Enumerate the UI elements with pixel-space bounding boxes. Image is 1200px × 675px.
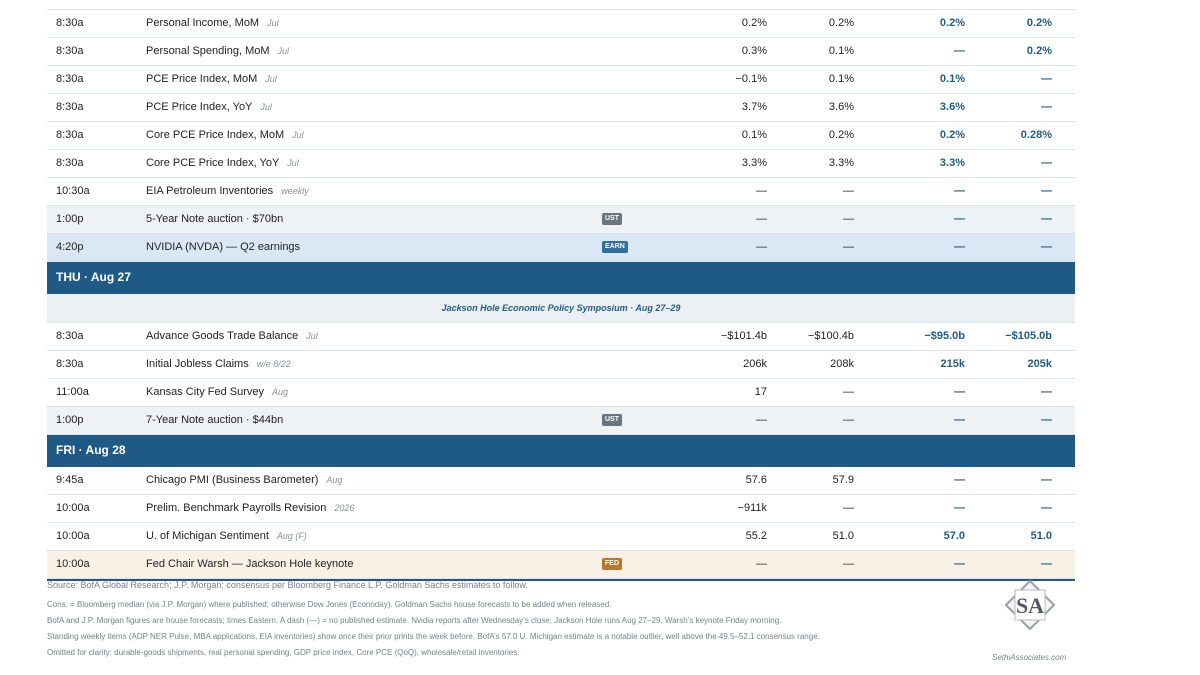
bofa-forecast: 57.0: [943, 530, 965, 542]
bofa-forecast: 3.6%: [939, 101, 965, 113]
event-period: Jul: [260, 102, 272, 112]
prior-value: 206k: [743, 358, 767, 370]
table-row: [47, 66, 1075, 94]
prior-value: —: [756, 414, 767, 426]
table-row: [47, 206, 1075, 234]
prior-value: 0.1%: [741, 129, 767, 141]
event-name: Kansas City Fed Survey: [146, 386, 264, 398]
event-period: Aug: [326, 475, 343, 485]
event-name: PCE Price Index, MoM: [146, 73, 258, 85]
jpm-forecast: —: [1041, 213, 1052, 225]
event-time: 10:30a: [56, 185, 90, 197]
table-row: [47, 178, 1075, 206]
table-row-cut: [47, 0, 1075, 10]
event-time: 8:30a: [56, 129, 84, 141]
event-time: 8:30a: [56, 17, 84, 29]
jpm-forecast: −$105.0b: [1005, 330, 1052, 342]
category-badge: EARN: [602, 241, 628, 253]
footer-note-4: Omitted for clarity: durable-goods shipments, real personal spending, GDP price index, Core PCE (QoQ), wholesale/retail inventories.: [47, 648, 520, 657]
jpm-forecast: —: [1041, 502, 1052, 514]
prior-value: −$101.4b: [720, 330, 767, 342]
friday-rows: [47, 467, 1075, 579]
event-time: 8:30a: [56, 73, 84, 85]
event-name: U. of Michigan Sentiment: [146, 530, 269, 542]
table-row: [47, 122, 1075, 150]
event-time: 10:00a: [56, 502, 90, 514]
bofa-forecast: −$95.0b: [924, 330, 965, 342]
prior-value: −911k: [737, 502, 767, 514]
event-cell: [146, 94, 272, 121]
prior-value: 0.3%: [741, 45, 767, 57]
tag-cell: [602, 551, 622, 578]
jpm-forecast: —: [1041, 101, 1052, 113]
event-period: w/e 8/22: [256, 359, 291, 369]
consensus-value: 3.6%: [828, 101, 854, 113]
consensus-value: 57.9: [832, 474, 854, 486]
consensus-value: 0.2%: [828, 129, 854, 141]
event-cell: [146, 10, 279, 37]
table-row: [47, 551, 1075, 579]
event-period: weekly: [281, 186, 309, 196]
jpm-forecast: —: [1041, 414, 1052, 426]
event-period: 2026: [334, 503, 355, 513]
event-cell: [146, 351, 291, 378]
event-time: 9:45a: [56, 474, 84, 486]
jpm-forecast: 0.2%: [1026, 45, 1052, 57]
event-cell: [146, 122, 304, 149]
event-cell: [146, 150, 299, 177]
event-cell: [146, 495, 354, 522]
event-time: 8:30a: [56, 330, 84, 342]
consensus-value: 208k: [830, 358, 854, 370]
consensus-value: —: [843, 414, 854, 426]
event-period: Jul: [277, 46, 290, 56]
bofa-forecast: —: [954, 558, 965, 570]
event-name: NVIDIA (NVDA) — Q2 earnings: [146, 241, 301, 253]
sethi-associates-logo: [1005, 580, 1055, 630]
event-time: 10:00a: [56, 558, 90, 570]
table-row: [47, 379, 1075, 407]
consensus-value: —: [843, 558, 854, 570]
event-name: Personal Spending, MoM: [146, 45, 270, 57]
event-cell: [146, 407, 283, 434]
event-time: 8:30a: [56, 157, 84, 169]
consensus-value: −$100.4b: [807, 330, 854, 342]
jpm-forecast: —: [1041, 386, 1052, 398]
event-time: 10:00a: [56, 530, 90, 542]
prior-value: 0.2%: [741, 17, 767, 29]
bofa-forecast: —: [954, 185, 965, 197]
jpm-forecast: —: [1041, 185, 1052, 197]
bofa-forecast: 0.2%: [939, 129, 965, 141]
prior-value: —: [756, 185, 767, 197]
bofa-forecast: —: [954, 474, 965, 486]
consensus-value: 0.1%: [828, 73, 854, 85]
tag-cell: [602, 206, 622, 233]
event-time: 4:20p: [56, 241, 84, 253]
event-time: 1:00p: [56, 213, 84, 225]
event-time: 8:30a: [56, 45, 84, 57]
jpm-forecast: —: [1041, 157, 1052, 169]
event-cell: [146, 206, 283, 233]
consensus-value: —: [843, 185, 854, 197]
prior-value: 3.3%: [741, 157, 767, 169]
consensus-value: 51.0: [832, 530, 854, 542]
event-time: 11:00a: [56, 386, 89, 398]
category-badge: UST: [602, 213, 622, 225]
event-name: Core PCE Price Index, MoM: [146, 129, 285, 141]
jpm-forecast: 51.0: [1030, 530, 1052, 542]
event-cell: [146, 323, 318, 350]
event-period: Aug (F): [276, 531, 307, 541]
consensus-value: 0.2%: [828, 17, 854, 29]
event-time: 1:00p: [56, 414, 84, 426]
event-name: PCE Price Index, YoY: [146, 101, 253, 113]
table-row: [47, 38, 1075, 66]
bofa-forecast: —: [954, 45, 965, 57]
prior-value: —: [756, 558, 767, 570]
event-name: Fed Chair Warsh — Jackson Hole keynote: [146, 558, 354, 570]
bofa-forecast: —: [954, 386, 965, 398]
consensus-value: —: [843, 502, 854, 514]
event-period: Jul: [267, 18, 279, 28]
event-cell: [146, 178, 309, 205]
event-cell: [146, 66, 277, 93]
prior-value: —: [756, 241, 767, 253]
prior-value: 57.6: [745, 474, 767, 486]
svg-text:SA: SA: [1015, 593, 1045, 618]
event-name: Prelim. Benchmark Payrolls Revision: [146, 502, 327, 514]
consensus-value: —: [843, 386, 854, 398]
calendar-table: [47, 0, 1075, 581]
table-row: [47, 234, 1075, 262]
bofa-forecast: 3.3%: [939, 157, 965, 169]
consensus-value: 0.1%: [828, 45, 854, 57]
day-header-friday: FRI · Aug 28: [47, 435, 1075, 467]
jpm-forecast: —: [1041, 474, 1052, 486]
footer-note-1: Cons. = Bloomberg median (via J.P. Morgan) where published; otherwise Dow Jones (Econoday). Goldman Sachs house forecasts to be added when released.: [47, 600, 612, 609]
table-row: [47, 323, 1075, 351]
website-label: SethiAssociates.com: [992, 653, 1067, 662]
table-row: [47, 94, 1075, 122]
bofa-forecast: —: [954, 213, 965, 225]
jpm-forecast: 205k: [1027, 358, 1052, 370]
event-time: 8:30a: [56, 101, 84, 113]
footer-note-2: BofA and J.P. Morgan figures are house forecasts; times Eastern. A dash (—) = no published estimate. Nvidia reports after Wednesday’s close; Jackson Hole runs Aug 27–29, Warsh’s keynote Friday morning.: [47, 616, 782, 625]
jpm-forecast: —: [1041, 241, 1052, 253]
category-badge: UST: [602, 414, 622, 426]
consensus-value: —: [843, 241, 854, 253]
table-row: [47, 495, 1075, 523]
event-name: 7-Year Note auction · $44bn: [146, 414, 284, 426]
table-row: [47, 467, 1075, 495]
event-cell: [146, 467, 342, 494]
jpm-forecast: 0.2%: [1026, 17, 1052, 29]
prior-value: —: [756, 213, 767, 225]
bofa-forecast: 0.2%: [939, 17, 965, 29]
prior-value: 55.2: [745, 530, 767, 542]
table-row: [47, 407, 1075, 435]
event-period: Jul: [287, 158, 299, 168]
prior-value: 17: [754, 386, 767, 398]
event-name: Chicago PMI (Business Barometer): [146, 474, 319, 486]
event-period: Jul: [265, 74, 277, 84]
table-row: [47, 10, 1075, 38]
consensus-value: 3.3%: [828, 157, 854, 169]
event-name: Initial Jobless Claims: [146, 358, 249, 370]
tag-cell: [602, 407, 622, 434]
thursday-rows: [47, 323, 1075, 435]
event-cell: [146, 234, 300, 261]
event-cell: [146, 379, 288, 406]
jpm-forecast: —: [1041, 73, 1052, 85]
jackson-hole-banner: Jackson Hole Economic Policy Symposium · Aug 27–29: [47, 294, 1075, 323]
event-period: Jul: [292, 130, 304, 140]
prior-value: 3.7%: [741, 101, 767, 113]
day-header-thursday: THU · Aug 27: [47, 262, 1075, 294]
table-row: [47, 351, 1075, 379]
bofa-forecast: —: [954, 414, 965, 426]
event-cell: [146, 551, 353, 578]
event-period: Jul: [306, 331, 318, 341]
jpm-forecast: 0.28%: [1020, 129, 1052, 141]
jpm-forecast: —: [1041, 558, 1052, 570]
bofa-forecast: —: [954, 502, 965, 514]
table-row: [47, 150, 1075, 178]
tag-cell: [602, 234, 628, 261]
event-cell: [146, 523, 307, 550]
bofa-forecast: 215k: [940, 358, 965, 370]
bofa-forecast: —: [954, 241, 965, 253]
event-time: 8:30a: [56, 358, 84, 370]
event-period: Aug: [272, 387, 289, 397]
event-name: Advance Goods Trade Balance: [146, 330, 299, 342]
consensus-value: —: [843, 213, 854, 225]
event-name: 5-Year Note auction · $70bn: [146, 213, 284, 225]
category-badge: FED: [602, 558, 622, 570]
event-name: Core PCE Price Index, YoY: [146, 157, 280, 169]
footer-source: Source: BofA Global Research; J.P. Morgan; consensus per Bloomberg Finance L.P. Goldman Sachs estimates to follow.: [47, 580, 528, 590]
footer-note-3: Standing weekly items (ADP NER Pulse, MBA applications, EIA inventories) show once their prior prints the week before. BofA’s 57.0 U. Michigan estimate is a notable outlier, well above the 49.5–52.1 consensus range.: [47, 632, 820, 641]
event-cell: [146, 38, 289, 65]
table-row: [47, 523, 1075, 551]
prior-value: −0.1%: [735, 73, 767, 85]
event-name: Personal Income, MoM: [146, 17, 260, 29]
bofa-forecast: 0.1%: [939, 73, 965, 85]
wednesday-rows: [47, 10, 1075, 262]
event-name: EIA Petroleum Inventories: [146, 185, 274, 197]
